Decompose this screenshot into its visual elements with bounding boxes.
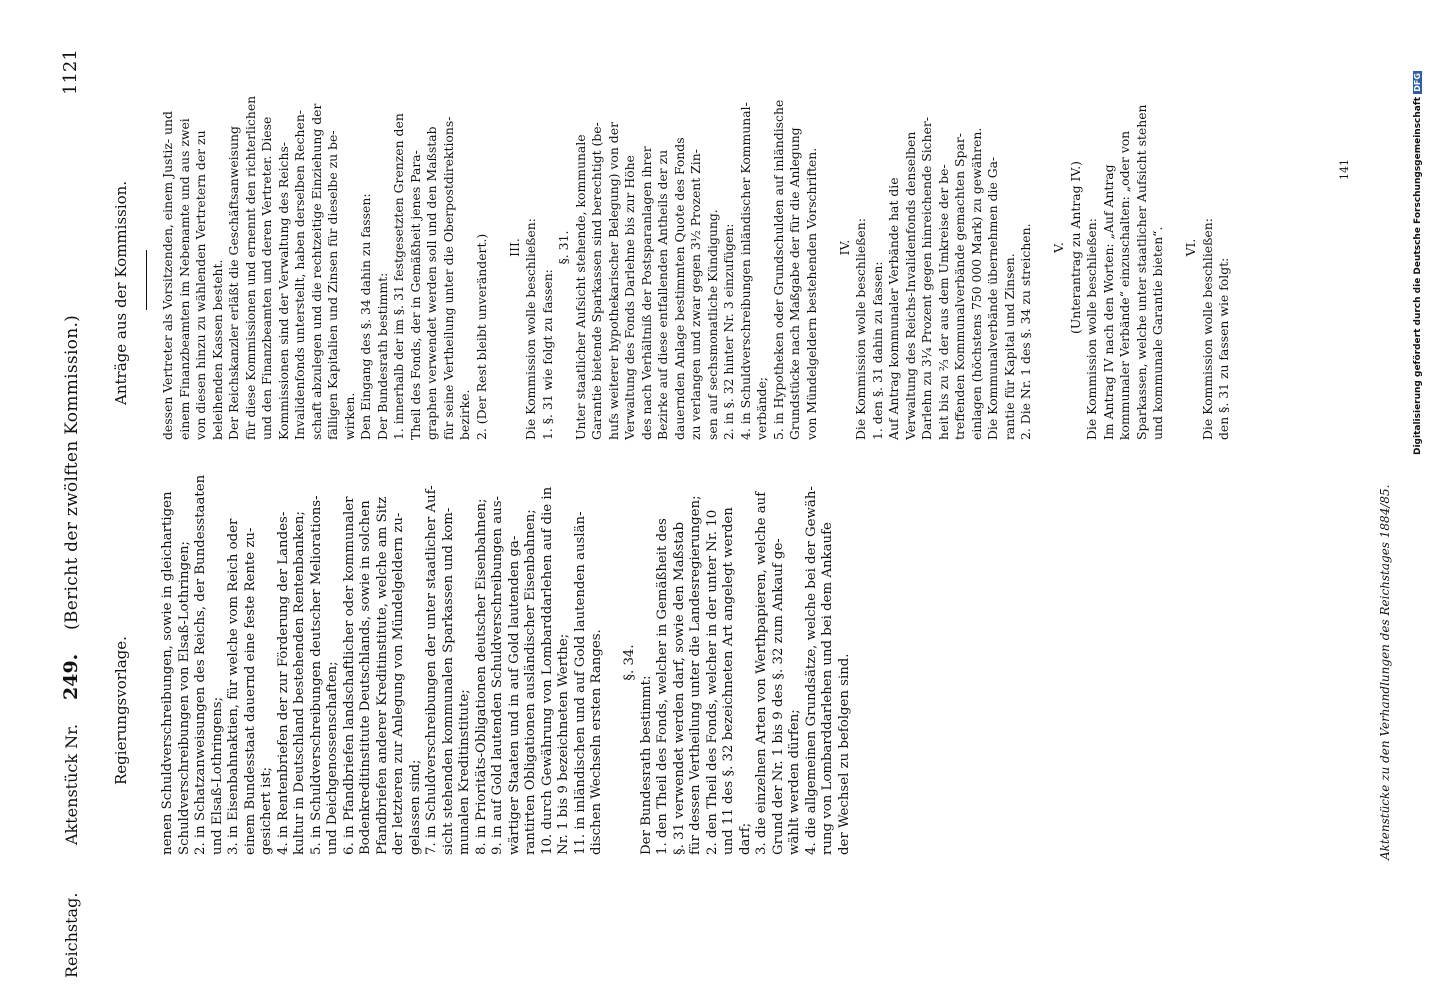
right-column-line: Die Kommunalverbände übernehmen die Ga- bbox=[985, 156, 1000, 440]
left-column-line: 3. die einzelnen Arten von Werthpapieren, welche auf bbox=[754, 491, 769, 855]
right-column-line bbox=[820, 55, 837, 440]
right-column-line: und den Finanzbeamten und deren Vertreter. Diese bbox=[259, 116, 274, 440]
right-column-line: Auf Antrag kommunaler Verbände hat die bbox=[886, 177, 901, 440]
right-column-line: graphen verwendet werden soll und den Maßstab bbox=[424, 126, 439, 440]
right-column-line: wirken. bbox=[341, 392, 357, 440]
left-column-line: 3. in Eisenbahnaktien, für welche vom Reich oder bbox=[226, 518, 241, 855]
right-column-line: Darlehn zu 3¼ Prozent gegen hinreichende Sicher- bbox=[919, 116, 934, 440]
right-column-line: hufs weiterer hypothekarischer Belegung) von der bbox=[605, 122, 621, 440]
left-column-line: einem Bundesstaat dauernd eine feste Rente zu- bbox=[242, 527, 258, 855]
right-column-line: rantie für Kapital und Zinsen. bbox=[1001, 253, 1017, 440]
right-column-line: Die Kommission wolle beschließen: bbox=[1084, 218, 1099, 440]
left-column-heading: Regierungsvorlage. bbox=[112, 636, 130, 785]
right-column-line: treffenden Kommunalverbände gemachten Spar- bbox=[952, 133, 967, 440]
header-number: 249. bbox=[60, 653, 82, 700]
right-column-line: dessen Vertreter als Vorsitzenden, einem Justiz- und bbox=[160, 111, 175, 440]
left-column-line: 6. in Pfandbriefen landschaftlicher oder kommunaler bbox=[341, 496, 357, 855]
right-column-line: Der Reichskanzler erläßt die Geschäftsanweisung bbox=[226, 126, 241, 440]
left-column-line: sicht stehenden kommunalen Sparkassen und kom- bbox=[440, 507, 456, 855]
right-column-line: Verwaltung des Reichs-Invalidenfonds denselben bbox=[902, 131, 918, 440]
left-column-line: 11. in inländischen und auf Gold lautenden auslän- bbox=[572, 511, 588, 855]
left-column-line: 4. in Rentenbriefen der zur Förderung der Landes- bbox=[275, 511, 291, 855]
left-column-line: für dessen Vertheilung unter die Landesregierungen; bbox=[688, 495, 703, 855]
right-column-line: VI. bbox=[1183, 238, 1198, 257]
dfg-logo-icon: DFG bbox=[1413, 73, 1422, 92]
left-column-line: wärtiger Staaten und in auf Gold lautenden ga- bbox=[506, 535, 522, 855]
page-number: 1121 bbox=[60, 49, 81, 95]
right-column-heading: Anträge aus der Kommission. bbox=[112, 180, 130, 405]
footer-left: Aktenstücke zu den Verhandlungen des Reichstages 1884/85. bbox=[1378, 484, 1392, 860]
left-column-line: gesichert ist; bbox=[259, 766, 274, 855]
left-column-line: Nr. 1 bis 9 bezeichneten Werthe; bbox=[556, 633, 571, 855]
left-column-line: 8. in Prioritäts-Obligationen deutscher Eisenbahnen; bbox=[473, 498, 489, 855]
right-column-line: zu verlangen und zwar gegen 3½ Prozent Zin- bbox=[688, 149, 703, 440]
left-column-line: 2. in Schatzanweisungen des Reichs, der Bundesstaaten bbox=[193, 474, 208, 855]
left-column-line: Der Bundesrath bestimmt: bbox=[638, 675, 654, 855]
right-column-line: für seine Vertheilung unter die Oberpostdirektions- bbox=[440, 116, 456, 440]
right-column-line: kommunaler Verbände“ einzuschalten: „oder von bbox=[1117, 130, 1132, 440]
left-column-line: Bodenkreditinstitute Deutschlands, sowie in solchen bbox=[358, 500, 373, 855]
right-column-line: (Unterantrag zu Antrag IV.) bbox=[1067, 161, 1083, 335]
dfg-watermark bbox=[1413, 71, 1423, 455]
right-column-line: einlagen (höchstens 750 000 Mark) zu gewähren. bbox=[968, 127, 984, 440]
right-column-line: Die Kommission wolle beschließen: bbox=[853, 218, 868, 440]
right-column-line: §. 31. bbox=[556, 230, 571, 265]
right-column-line: 2. (Der Rest bleibt unverändert.) bbox=[473, 233, 489, 440]
right-column-line: Im Antrag IV nach den Worten: „Auf Antrag bbox=[1100, 164, 1116, 440]
right-column-line: 1. §. 31 wie folgt zu fassen: bbox=[539, 269, 555, 440]
left-column-line: kultur in Deutschland bestehenden Rentenbanken; bbox=[292, 511, 307, 855]
right-column-line: IV. bbox=[836, 239, 852, 256]
left-column-line: 1. den Theil des Fonds, welcher in Gemäßheit des bbox=[655, 518, 670, 855]
right-column-line bbox=[490, 55, 507, 440]
right-column-line: verbände; bbox=[754, 377, 769, 440]
left-column-line: und Elsaß-Lothringens; bbox=[209, 696, 225, 855]
right-column-line: Verwaltung des Fonds Darlehne bis zur Höhe bbox=[622, 155, 637, 440]
right-column-line: Den Eingang des §. 34 dahin zu fassen: bbox=[358, 193, 373, 440]
left-column-line: und 11 des §. 32 bezeichneten Art angelegt werden bbox=[721, 507, 736, 855]
header-aktenstueck: Aktenstück Nr. bbox=[62, 723, 81, 845]
right-column-line bbox=[1035, 55, 1052, 440]
left-column-line: und Deichgenossenschaften; bbox=[325, 661, 340, 855]
left-column-line: der Wechsel zu befolgen sind. bbox=[836, 653, 852, 855]
right-column-line: Der Bundesrath bestimmt: bbox=[374, 272, 390, 440]
right-column-line: Grundstücke nach Maßgabe der für die Anlegung bbox=[787, 127, 802, 440]
right-column-line: heit bis zu ⅔ der aus dem Umkreise der be- bbox=[935, 164, 951, 440]
right-column-line: Sparkassen, welche unter staatlicher Aufsicht stehen bbox=[1133, 104, 1149, 440]
right-column-line: fälligen Kapitalien und Zinsen für dieselbe zu be- bbox=[325, 130, 340, 440]
right-column-line: von diesen hinzu zu wählenden Vertretern der zu bbox=[193, 130, 208, 440]
right-column-line: V. bbox=[1051, 242, 1066, 253]
left-column-line: 7. in Schuldverschreibungen der unter staatlicher Auf- bbox=[424, 485, 439, 855]
left-column-line: 4. die allgemeinen Grundsätze, welche bei der Gewäh- bbox=[803, 486, 819, 855]
right-column-line: beleihenden Kassen besteht. bbox=[209, 259, 225, 440]
right-column-line: III. bbox=[506, 238, 522, 257]
right-column-line: Bezirke auf diese entfallenden Antheils der zu bbox=[655, 149, 670, 440]
left-column-line: der letzteren zur Anlegung von Mündelgeldern zu- bbox=[391, 512, 406, 855]
left-column-line: gelassen sind; bbox=[407, 759, 423, 855]
right-column-line: Unter staatlicher Aufsicht stehende, kommunale bbox=[572, 134, 588, 440]
right-column-line: 2. Die Nr. 1 des §. 34 zu streichen. bbox=[1018, 223, 1033, 440]
left-column-line: §. 31 verwendet werden darf, sowie den Maßstab bbox=[671, 522, 687, 855]
left-column-line: nenen Schuldverschreibungen, sowie in gleichartigen bbox=[160, 491, 175, 855]
left-column-line: Pfandbriefen anderer Kreditinstitute, welche am Sitz bbox=[374, 496, 390, 855]
left-column-line: §. 34. bbox=[622, 644, 637, 681]
dfg-watermark-text: Digitalisierung gefördert durch die Deutsche Forschungsgemeinschaft bbox=[1413, 96, 1423, 455]
left-column-line: rantirten Obligationen ausländischer Eisenbahnen; bbox=[523, 509, 538, 855]
left-column-line: 9. in auf Gold lautenden Schuldverschreibungen aus- bbox=[490, 495, 505, 855]
right-column-line: Invalidenfonds unterstellt, haben derselben Rechen- bbox=[292, 110, 307, 440]
left-column-line: Grund der Nr. 1 bis 9 des §. 32 zum Ankauf ge- bbox=[770, 538, 786, 855]
left-column-line: rung von Lombarddarlehen und bei dem Ankaufe bbox=[820, 522, 835, 855]
header-subtitle: (Bericht der zwölften Kommission.) bbox=[62, 314, 82, 630]
right-column-line: Kommissionen sind der Verwaltung des Reichs- bbox=[275, 142, 291, 440]
right-column-line: von Mündelgeldern bestehenden Vorschriften. bbox=[803, 147, 819, 440]
left-column-line: 5. in Schuldverschreibungen deutscher Meliorations- bbox=[308, 495, 324, 855]
right-column-line: sen auf sechsmonatliche Kündigung. bbox=[704, 209, 720, 440]
right-column-line: 1. den §. 31 dahin zu fassen: bbox=[869, 261, 885, 440]
left-column-line: darf; bbox=[737, 822, 753, 855]
left-column-line: munalen Kreditinstitute; bbox=[457, 689, 472, 855]
left-column-line bbox=[606, 470, 623, 855]
right-column-line: und kommunale Garantie bieten“. bbox=[1150, 226, 1165, 440]
right-column-line: dauernden Anlage bestimmten Quote des Fonds bbox=[671, 137, 687, 440]
sheet-number: 141 bbox=[1338, 159, 1351, 180]
right-column-line: bezirke. bbox=[457, 389, 472, 440]
right-column-line: den §. 31 zu fassen wie folgt: bbox=[1216, 257, 1231, 440]
left-column-line: 2. den Theil des Fonds, welcher in der unter Nr. 10 bbox=[704, 509, 720, 855]
right-column-line: 2. in §. 32 hinter Nr. 3 einzufügen: bbox=[721, 223, 736, 440]
right-column-line: 4. in Schuldverschreibungen inländischer Kommunal- bbox=[737, 102, 753, 440]
right-column-line: 5. in Hypotheken oder Grundschulden auf inländische bbox=[770, 99, 786, 440]
right-column-line: einem Finanzbeamten im Nebenamte und aus zwei bbox=[176, 118, 192, 440]
left-column-line: 10. durch Gewährung von Lombarddarlehen auf die in bbox=[539, 486, 555, 855]
left-column-line: wählt werden dürfen; bbox=[787, 709, 802, 855]
right-column-line: Die Kommission wolle beschließen: bbox=[1199, 218, 1215, 440]
right-column-line: 1. innerhalb der im §. 31 festgesetzten Grenzen den bbox=[391, 113, 406, 440]
left-column-line: dischen Wechseln ersten Ranges. bbox=[589, 629, 604, 855]
right-column-line: schaft abzulegen und die rechtzeitige Einziehung der bbox=[308, 103, 324, 440]
left-column-line: Schuldverschreibungen von Elsaß-Lothringen; bbox=[176, 540, 192, 855]
right-column bbox=[160, 55, 1233, 440]
right-heading-rule bbox=[146, 250, 147, 310]
right-column-line: Die Kommission wolle beschließen: bbox=[523, 218, 538, 440]
right-column-line: Theil des Fonds, der in Gemäßheit jenes Para- bbox=[407, 150, 423, 440]
right-column-line: Garantie bietende Sparkassen sind berechtigt (be- bbox=[589, 122, 604, 440]
right-column-line: für diese Kommissionen und ernennt den richterlichen bbox=[242, 95, 258, 440]
left-column bbox=[160, 470, 853, 855]
right-column-line bbox=[1167, 55, 1184, 440]
right-column-line: des nach Verhältniß der Postsparanlagen ihrer bbox=[638, 146, 654, 440]
header-left: Reichstag. bbox=[62, 892, 81, 978]
